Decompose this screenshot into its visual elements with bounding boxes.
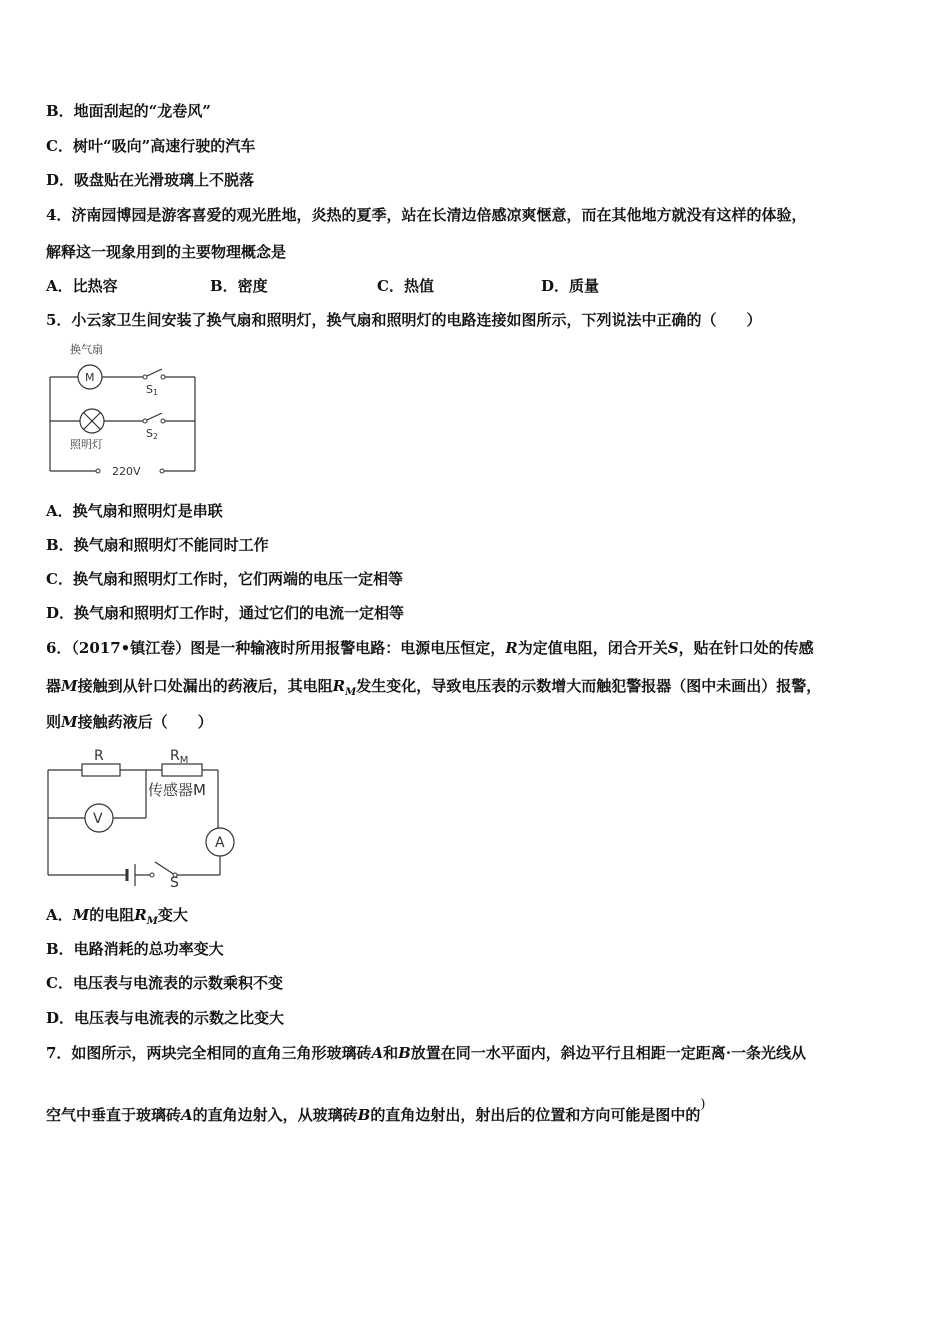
q5-motor-symbol: M [85, 371, 95, 384]
q5-circuit-diagram [40, 338, 210, 483]
q5-switch1-label: S1 [146, 383, 159, 397]
q5-lamp-label: 照明灯 [70, 438, 103, 451]
q4-option-b: B．密度 [210, 277, 268, 295]
q5-fan-label: 换气扇 [70, 343, 103, 356]
q5-option-a: A．换气扇和照明灯是串联 [46, 502, 223, 520]
q6-switch-label: S [170, 875, 179, 890]
q6-circuit-diagram [40, 740, 245, 890]
q6-option-d: D．电压表与电流表的示数之比变大 [46, 1009, 285, 1027]
q6-option-c: C．电压表与电流表的示数乘积不变 [46, 974, 283, 992]
q6-voltmeter-symbol: V [93, 811, 103, 827]
q5-option-b: B．换气扇和照明灯不能同时工作 [46, 536, 269, 554]
q4-option-a: A．比热容 [46, 277, 118, 295]
q4-option-d: D．质量 [541, 277, 600, 295]
q6-sensor-label: 传感器M [148, 781, 206, 799]
q5-switch2-label: S2 [146, 427, 159, 441]
q5-option-d: D．换气扇和照明灯工作时，通过它们的电流一定相等 [46, 604, 405, 622]
q5-voltage-label: 220V [112, 465, 141, 478]
q6-option-a: A．M的电阻$R_M$变大 [46, 906, 188, 927]
q3-option-b: B．地面刮起的“龙卷风” [46, 102, 211, 120]
q3-option-d: D．吸盘贴在光滑玻璃上不脱落 [46, 171, 255, 189]
q6-stem-line2: 器M接触到从针口处漏出的药液后，其电阻$R_M$发生变化，导致电压表的示数增大而触犯警报器（图中未画出）报警， [46, 677, 822, 698]
q5-option-c: C．换气扇和照明灯工作时，它们两端的电压一定相等 [46, 570, 403, 588]
q6-option-b: B．电路消耗的总功率变大 [46, 940, 224, 958]
q5-stem: 5．小云家卫生间安装了换气扇和照明灯，换气扇和照明灯的电路连接如图所示，下列说法中正确的（ ） [46, 311, 762, 329]
q6-stem-line3: 则M接触药液后（ ） [46, 713, 213, 731]
q4-option-c: C．热值 [377, 277, 434, 295]
q6-ammeter-symbol: A [215, 835, 225, 851]
q7-stem-line2: 空气中垂直于玻璃砖A的直角边射入，从玻璃砖B的直角边射出，射出后的位置和方向可能是图中的) [46, 1097, 706, 1124]
q3-option-c: C．树叶“吸向”高速行驶的汽车 [46, 137, 256, 155]
q4-options [46, 276, 746, 296]
q6-stem-line1: 6．（2017•镇江卷）图是一种输液时所用报警电路：电源电压恒定，R为定值电阻，闭合开关S，贴在针口处的传感 [46, 639, 814, 657]
q4-stem-line1: 4．济南园博园是游客喜爱的观光胜地，炎热的夏季，站在长清边倍感凉爽惬意，而在其他地方就没有这样的体验， [46, 206, 807, 224]
q6-r-label: R [94, 748, 104, 764]
q7-stem-line1: 7．如图所示，两块完全相同的直角三角形玻璃砖A和B放置在同一水平面内，斜边平行且相距一定距离·一条光线从 [46, 1044, 807, 1062]
q4-stem-line2: 解释这一现象用到的主要物理概念是 [46, 243, 287, 261]
q6-rm-label: $R_M$ [170, 748, 189, 766]
